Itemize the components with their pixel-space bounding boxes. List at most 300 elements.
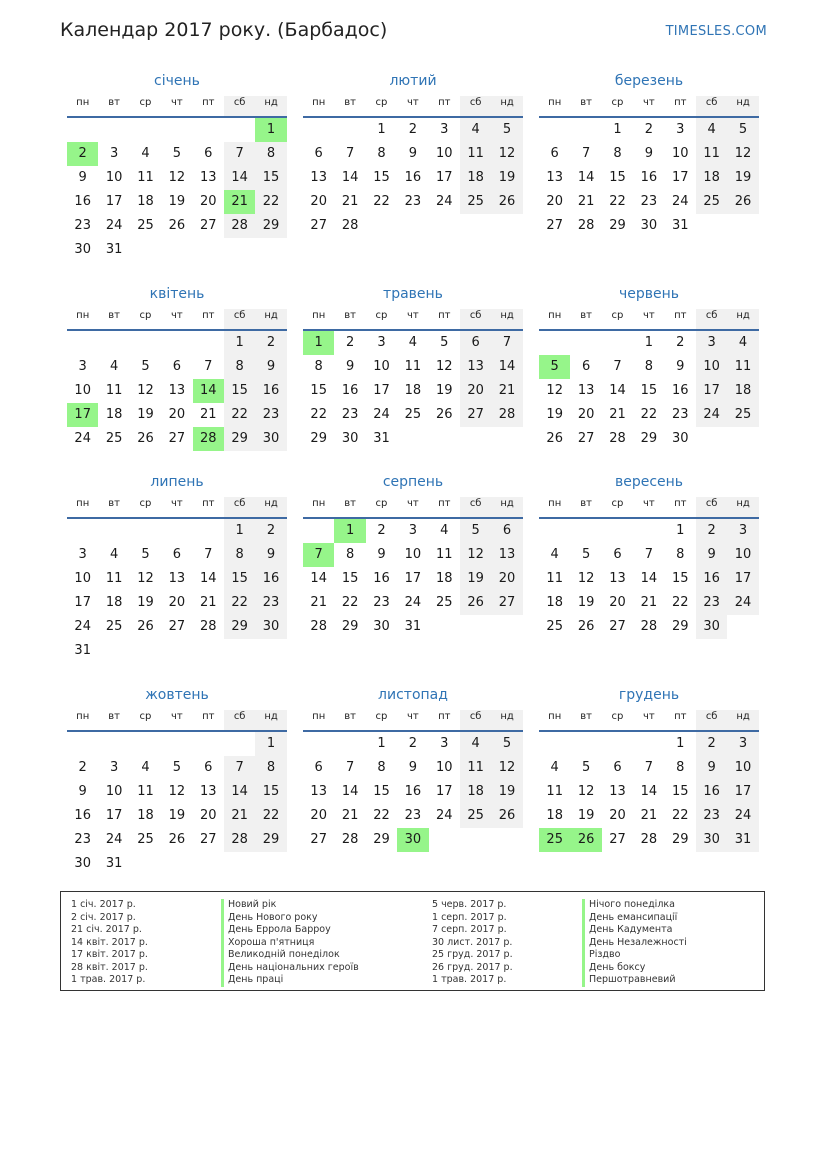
weekday-label: пн (548, 310, 562, 321)
holiday-day: 7 (303, 543, 334, 567)
empty-cell (303, 519, 334, 543)
day-cell: 18 (137, 808, 154, 823)
day-cell: 29 (609, 218, 626, 233)
empty-cell (130, 331, 161, 355)
day-cell: 10 (105, 784, 123, 799)
day-cell: 7 (613, 359, 622, 374)
weekday-label: нд (727, 309, 758, 329)
empty-cell (570, 732, 601, 756)
day-cell: 4 (550, 547, 559, 562)
day-cell: 9 (696, 756, 727, 780)
day-cell: 29 (640, 431, 658, 446)
month-name: лютий (389, 73, 437, 89)
day-cell: 7 (345, 146, 355, 161)
day-cell: 13 (609, 784, 626, 799)
day-cell: 16 (74, 194, 91, 209)
day-cell: 12 (137, 383, 154, 398)
day-cell: 3 (676, 122, 685, 137)
weekday-label: сб (696, 309, 727, 329)
empty-cell (193, 519, 224, 543)
empty-cell (539, 732, 570, 756)
day-cell: 17 (105, 194, 123, 209)
day-cell: 17 (373, 383, 390, 398)
day-cell: 4 (696, 118, 727, 142)
day-cell: 18 (435, 571, 453, 586)
day-cell: 2 (345, 335, 355, 350)
legend-holiday-name: День Незалежності (582, 937, 687, 950)
holiday-day: 14 (193, 379, 224, 403)
weekday-header (67, 710, 287, 732)
day-cell: 24 (74, 619, 91, 634)
empty-cell (193, 732, 224, 756)
empty-cell (67, 732, 98, 756)
day-cell: 3 (440, 736, 449, 751)
day-cell: 29 (255, 828, 286, 852)
day-cell: 6 (613, 760, 622, 775)
empty-cell (67, 519, 98, 543)
empty-cell (539, 118, 570, 142)
empty-cell (224, 732, 255, 756)
legend-date: 25 груд. 2017 р. (432, 949, 513, 960)
empty-cell (539, 331, 570, 355)
weekday-label: пн (76, 711, 90, 722)
day-cell: 13 (460, 355, 491, 379)
day-cell: 6 (581, 359, 591, 374)
day-cell: 9 (255, 355, 286, 379)
month-7 (67, 471, 287, 663)
day-cell: 29 (341, 619, 359, 634)
weekday-label: вт (344, 310, 356, 321)
day-cell: 4 (460, 118, 491, 142)
days-grid (539, 732, 759, 852)
day-cell: 16 (671, 383, 689, 398)
weekday-label: вт (108, 711, 120, 722)
weekday-label: ср (375, 97, 388, 108)
empty-cell (334, 732, 365, 756)
weekday-label: сб (460, 309, 491, 329)
day-cell: 30 (671, 431, 689, 446)
legend-holiday-name: День Кадумента (582, 924, 687, 937)
day-cell: 20 (168, 407, 186, 422)
empty-cell (98, 118, 129, 142)
weekday-label: чт (643, 310, 655, 321)
day-cell: 16 (696, 567, 727, 591)
empty-cell (98, 519, 129, 543)
legend-date: 2 січ. 2017 р. (71, 911, 136, 923)
weekday-label: пт (674, 498, 687, 509)
day-cell: 8 (224, 543, 255, 567)
day-cell: 21 (310, 595, 327, 610)
day-cell: 10 (727, 756, 758, 780)
day-cell: 24 (105, 832, 123, 847)
day-cell: 17 (435, 170, 453, 185)
day-cell: 8 (314, 359, 323, 374)
day-cell: 31 (105, 242, 123, 257)
weekday-label: пн (76, 498, 90, 509)
day-cell: 8 (224, 355, 255, 379)
day-cell: 19 (137, 595, 154, 610)
day-cell: 8 (255, 756, 286, 780)
legend-holiday-name: Різдво (582, 949, 687, 962)
day-cell: 19 (460, 567, 491, 591)
weekday-label: чт (171, 498, 183, 509)
day-cell: 22 (640, 407, 658, 422)
day-cell: 11 (137, 784, 154, 799)
day-cell: 1 (676, 736, 685, 751)
day-cell: 4 (550, 760, 559, 775)
day-cell: 23 (696, 804, 727, 828)
legend-date: 14 квіт. 2017 р. (71, 936, 148, 948)
day-cell: 22 (373, 194, 390, 209)
weekday-label: чт (171, 310, 183, 321)
day-cell: 18 (546, 808, 563, 823)
day-cell: 9 (345, 359, 355, 374)
day-cell: 27 (546, 218, 563, 233)
day-cell: 26 (491, 804, 522, 828)
holiday-day: 1 (334, 519, 365, 543)
day-cell: 29 (255, 214, 286, 238)
empty-cell (67, 118, 98, 142)
day-cell: 22 (255, 190, 286, 214)
day-cell: 21 (199, 595, 217, 610)
empty-cell (130, 118, 161, 142)
month-name: січень (154, 73, 200, 89)
day-cell: 13 (546, 170, 563, 185)
legend-names-right (582, 899, 687, 987)
weekday-label: ср (375, 498, 388, 509)
day-cell: 18 (105, 595, 123, 610)
day-cell: 6 (460, 331, 491, 355)
day-cell: 4 (727, 331, 758, 355)
day-cell: 18 (546, 595, 563, 610)
month-name: вересень (614, 474, 684, 490)
day-cell: 19 (491, 166, 522, 190)
day-cell: 30 (255, 615, 286, 639)
day-cell: 26 (435, 407, 453, 422)
day-cell: 28 (640, 832, 658, 847)
day-cell: 9 (676, 359, 685, 374)
day-cell: 5 (460, 519, 491, 543)
empty-cell (161, 732, 192, 756)
day-cell: 1 (676, 523, 685, 538)
day-cell: 16 (373, 571, 390, 586)
days-grid (67, 519, 287, 663)
day-cell: 15 (224, 567, 255, 591)
day-cell: 23 (373, 595, 390, 610)
day-cell: 22 (671, 595, 689, 610)
day-cell: 1 (644, 335, 653, 350)
day-cell: 25 (727, 403, 758, 427)
legend-holiday-name: Великодній понеділок (221, 949, 359, 962)
day-cell: 7 (224, 756, 255, 780)
weekday-label: ср (375, 310, 388, 321)
empty-cell (130, 519, 161, 543)
month-5 (303, 283, 523, 451)
weekday-label: вт (580, 498, 592, 509)
legend-date: 1 трав. 2017 р. (71, 974, 146, 985)
day-cell: 4 (109, 359, 119, 374)
day-cell: 21 (341, 808, 359, 823)
weekday-label: чт (407, 97, 419, 108)
day-cell: 9 (377, 547, 386, 562)
day-cell: 28 (341, 218, 359, 233)
day-cell: 2 (408, 736, 417, 751)
day-cell: 20 (168, 595, 186, 610)
day-cell: 28 (224, 214, 255, 238)
weekday-label: чт (643, 498, 655, 509)
day-cell: 17 (727, 780, 758, 804)
weekday-label: чт (171, 711, 183, 722)
holiday-day: 28 (193, 427, 224, 451)
weekday-label: чт (643, 711, 655, 722)
weekday-label: пт (438, 97, 451, 108)
day-cell: 26 (460, 591, 491, 615)
weekday-label: сб (224, 710, 255, 730)
weekday-label: сб (224, 497, 255, 517)
empty-cell (303, 732, 334, 756)
empty-cell (303, 118, 334, 142)
day-cell: 27 (168, 431, 186, 446)
day-cell: 4 (141, 760, 150, 775)
day-cell: 23 (671, 407, 689, 422)
day-cell: 23 (74, 832, 91, 847)
month-name: березень (614, 73, 684, 89)
days-grid (539, 519, 759, 639)
weekday-label: нд (491, 309, 522, 329)
weekday-label: нд (727, 710, 758, 730)
day-cell: 3 (727, 519, 758, 543)
day-cell: 24 (671, 194, 689, 209)
day-cell: 12 (435, 359, 453, 374)
day-cell: 17 (105, 808, 123, 823)
weekday-label: вт (108, 498, 120, 509)
legend-date: 1 січ. 2017 р. (71, 899, 136, 910)
day-cell: 13 (609, 571, 626, 586)
day-cell: 17 (74, 595, 91, 610)
days-grid (539, 118, 759, 238)
days-grid (303, 331, 523, 451)
weekday-label: нд (255, 96, 286, 116)
holiday-day: 1 (303, 331, 334, 355)
day-cell: 24 (105, 218, 123, 233)
weekday-label: чт (407, 498, 419, 509)
day-cell: 20 (491, 567, 522, 591)
legend-dates-left (71, 899, 148, 987)
day-cell: 10 (727, 543, 758, 567)
day-cell: 24 (435, 194, 453, 209)
day-cell: 27 (310, 832, 327, 847)
day-cell: 15 (341, 571, 359, 586)
day-cell: 8 (255, 142, 286, 166)
day-cell: 21 (341, 194, 359, 209)
weekday-label: нд (491, 710, 522, 730)
month-8 (303, 471, 523, 639)
day-cell: 15 (640, 383, 658, 398)
holiday-day: 30 (397, 828, 428, 852)
day-cell: 30 (373, 619, 390, 634)
day-cell: 26 (546, 431, 563, 446)
weekday-header (67, 497, 287, 519)
day-cell: 6 (314, 146, 323, 161)
day-cell: 31 (74, 643, 91, 658)
day-cell: 7 (345, 760, 355, 775)
day-cell: 14 (224, 166, 255, 190)
day-cell: 28 (199, 619, 217, 634)
day-cell: 24 (435, 808, 453, 823)
day-cell: 20 (609, 808, 626, 823)
day-cell: 13 (491, 543, 522, 567)
day-cell: 31 (105, 856, 123, 871)
day-cell: 30 (696, 828, 727, 852)
legend-holiday-name: Хороша п'ятниця (221, 937, 359, 950)
holiday-legend (60, 891, 765, 991)
day-cell: 16 (404, 170, 422, 185)
month-2 (303, 70, 523, 238)
day-cell: 15 (255, 780, 286, 804)
site-link[interactable]: TIMESLES.COM (665, 24, 767, 39)
day-cell: 16 (74, 808, 91, 823)
weekday-label: сб (696, 96, 727, 116)
day-cell: 14 (199, 571, 217, 586)
day-cell: 13 (310, 170, 327, 185)
day-cell: 11 (435, 547, 453, 562)
month-name: грудень (618, 687, 680, 703)
weekday-header (539, 309, 759, 331)
day-cell: 15 (224, 379, 255, 403)
day-cell: 7 (644, 547, 653, 562)
legend-date: 28 квіт. 2017 р. (71, 961, 148, 973)
day-cell: 30 (341, 431, 359, 446)
day-cell: 24 (727, 804, 758, 828)
day-cell: 12 (168, 784, 186, 799)
day-cell: 9 (644, 146, 653, 161)
holiday-day: 17 (67, 403, 98, 427)
day-cell: 20 (310, 808, 327, 823)
days-grid (303, 118, 523, 238)
days-grid (539, 331, 759, 451)
days-grid (67, 732, 287, 876)
day-cell: 4 (109, 547, 119, 562)
day-cell: 30 (696, 615, 727, 639)
day-cell: 22 (255, 804, 286, 828)
day-cell: 5 (141, 547, 150, 562)
empty-cell (161, 118, 192, 142)
weekday-label: пт (202, 498, 215, 509)
day-cell: 13 (199, 784, 217, 799)
day-cell: 13 (577, 383, 595, 398)
day-cell: 23 (404, 194, 422, 209)
day-cell: 14 (577, 170, 595, 185)
day-cell: 25 (460, 804, 491, 828)
weekday-label: ср (139, 310, 152, 321)
day-cell: 19 (137, 407, 154, 422)
day-cell: 14 (341, 784, 359, 799)
day-cell: 2 (78, 760, 87, 775)
weekday-label: вт (580, 97, 592, 108)
weekday-label: сб (696, 497, 727, 517)
day-cell: 28 (341, 832, 359, 847)
day-cell: 5 (491, 118, 522, 142)
day-cell: 27 (460, 403, 491, 427)
day-cell: 16 (255, 379, 286, 403)
day-cell: 19 (435, 383, 453, 398)
page-title: Календар 2017 року. (Барбадос) (60, 19, 388, 41)
day-cell: 4 (408, 335, 417, 350)
day-cell: 11 (460, 142, 491, 166)
legend-date: 21 січ. 2017 р. (71, 924, 142, 935)
day-cell: 3 (377, 335, 386, 350)
weekday-label: ср (611, 310, 624, 321)
weekday-label: сб (696, 710, 727, 730)
empty-cell (161, 519, 192, 543)
day-cell: 27 (199, 832, 217, 847)
weekday-label: вт (344, 498, 356, 509)
day-cell: 16 (640, 170, 658, 185)
day-cell: 6 (172, 547, 181, 562)
day-cell: 9 (78, 784, 87, 799)
day-cell: 12 (137, 571, 154, 586)
day-cell: 11 (546, 784, 563, 799)
day-cell: 25 (546, 619, 563, 634)
weekday-label: сб (460, 710, 491, 730)
day-cell: 21 (640, 808, 658, 823)
day-cell: 21 (609, 407, 626, 422)
day-cell: 21 (640, 595, 658, 610)
day-cell: 19 (546, 407, 563, 422)
day-cell: 14 (640, 784, 658, 799)
day-cell: 8 (644, 359, 653, 374)
day-cell: 7 (581, 146, 591, 161)
day-cell: 23 (404, 808, 422, 823)
empty-cell (633, 519, 664, 543)
day-cell: 13 (310, 784, 327, 799)
day-cell: 6 (314, 760, 323, 775)
month-name: серпень (382, 474, 444, 490)
day-cell: 12 (460, 543, 491, 567)
day-cell: 7 (204, 547, 213, 562)
day-cell: 11 (105, 383, 123, 398)
empty-cell (193, 331, 224, 355)
legend-date: 1 трав. 2017 р. (432, 974, 507, 985)
day-cell: 27 (199, 218, 217, 233)
day-cell: 6 (204, 760, 213, 775)
day-cell: 17 (727, 567, 758, 591)
weekday-label: вт (344, 711, 356, 722)
day-cell: 10 (671, 146, 689, 161)
day-cell: 2 (255, 331, 286, 355)
day-cell: 10 (404, 547, 422, 562)
day-cell: 13 (199, 170, 217, 185)
day-cell: 2 (644, 122, 653, 137)
weekday-label: пт (438, 711, 451, 722)
day-cell: 25 (137, 832, 154, 847)
weekday-label: пн (312, 97, 326, 108)
day-cell: 28 (310, 619, 327, 634)
day-cell: 30 (255, 427, 286, 451)
weekday-label: пт (202, 711, 215, 722)
day-cell: 15 (671, 571, 689, 586)
weekday-header (303, 96, 523, 118)
weekday-label: пн (312, 711, 326, 722)
day-cell: 23 (341, 407, 359, 422)
day-cell: 14 (640, 571, 658, 586)
weekday-label: пт (438, 498, 451, 509)
day-cell: 1 (613, 122, 622, 137)
weekday-label: ср (611, 97, 624, 108)
legend-date: 30 лист. 2017 р. (432, 936, 513, 948)
day-cell: 7 (224, 142, 255, 166)
day-cell: 22 (373, 808, 390, 823)
